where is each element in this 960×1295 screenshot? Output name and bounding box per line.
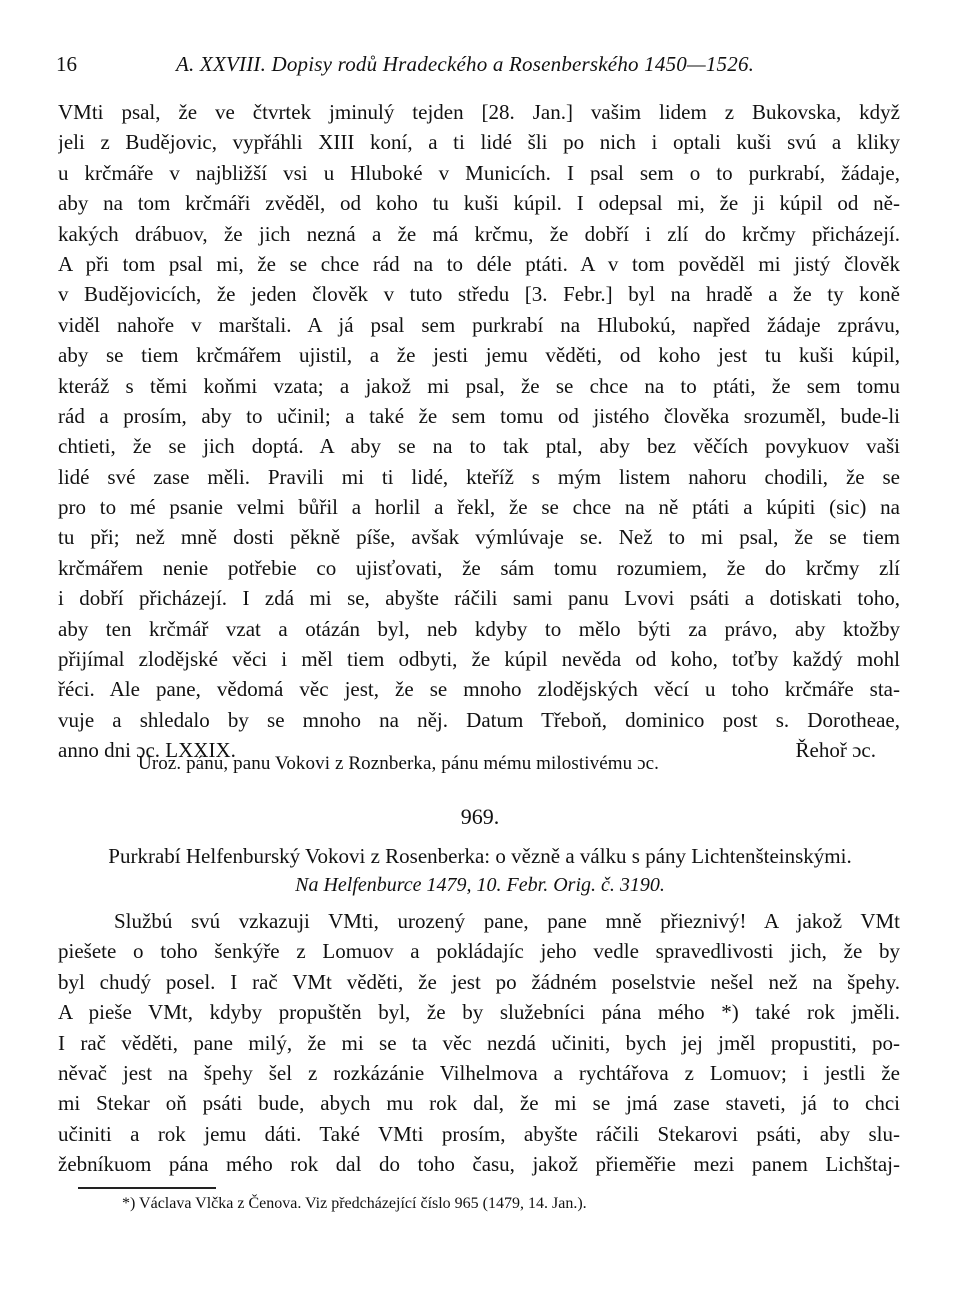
text-line: Službú svú vzkazuji VMti, urozený pane, pane mně přieznivý! A jakož VMt (114, 909, 900, 933)
text-line: A při tom psal mi, že se chce rád na to déle ptáti. A v tom pověděl mi jistý člověk (58, 251, 900, 276)
letter-968-body (58, 97, 900, 766)
text-line: žebníkuom pána mého rok dal do toho času, jakož přieměřie mezi panem Lichštaj- (58, 1152, 900, 1177)
text-line: pro to mé psanie velmi bůřil a horlil a řekl, že se chce na ně ptáti a kúpiti (sic) na (58, 495, 900, 520)
footnote-divider (78, 1187, 216, 1189)
text-line: VMti psal, že ve čtvrtek jminulý tejden [28. Jan.] vašim lidem z Bukovska, když (58, 100, 900, 124)
text-line: vuje a shledalo by se mnoho na něj. Datum Třeboň, dominico post s. Dorotheae, (58, 707, 900, 732)
letter-address: Uroz. pánu, panu Vokovi z Roznberka, pánu mému milostivému ɔc. (138, 753, 660, 774)
text-line: v Budějovicích, že jeden člověk v tuto středu [3. Febr.] byl na hradě a že ty koně (58, 282, 900, 307)
letter-969-body (58, 906, 900, 1180)
text-line: A pieše VMt, kdyby propuštěn byl, že by služebníci pána mého *) také rok jměli. (58, 1000, 900, 1025)
text-line: něvač jest na špehy šel z rozkázánie Vilhelmova a rychtářova z Lomuov; i jestli že (58, 1060, 900, 1085)
text-line: rád a prosím, aby to učinil; a také že sem tomu od jistého člověka srozuměl, bude-li (58, 403, 900, 428)
running-title: A. XXVIII. Dopisy rodů Hradeckého a Rosenberského 1450—1526. (176, 52, 755, 76)
text-line: lidé své zase měli. Pravili mi ti lidé, kteříž s mým listem nahoru chodili, že se (58, 464, 900, 489)
footnote: *) Václava Vlčka z Čenova. Viz předcházející číslo 965 (1479, 14. Jan.). (122, 1195, 587, 1212)
document-title: Purkrabí Helfenburský Vokovi z Rosenberka: o vězně a válku s pány Lichtenšteinskými. (108, 844, 852, 868)
signature: Řehoř ɔc. (795, 738, 876, 763)
text-line: učiniti a rok jemu dáti. Také VMti prosím, abyšte ráčili Stekarovi psáti, aby slu- (58, 1121, 900, 1146)
text-line: piešete o toho šenkýře z Lomuov a pokládajíc jeho vedle spravedlivosti jich, že by (58, 939, 900, 964)
text-line: chtieti, že se jich doptá. A aby se na to tak ptal, aby bez věčích povykuov vaši (58, 434, 900, 459)
text-line: u krčmáře v najbližší vsi u Hluboké v Municích. I psal sem o to purkrabí, žádaje, (58, 160, 900, 185)
text-line: jeli z Budějovic, vypřáhli XIII koní, a ti lidé šli po nich i optali kuši svú a kliky (58, 130, 900, 155)
page-header (56, 52, 904, 82)
text-line: přijímal zlodějské věci i měl tiem odbyti, že kúpil nevěda od koho, toťby každý mohl (58, 647, 900, 672)
text-line: byl chudý posel. I rač VMt věděti, že jest po žádném poselstvie nešel než na špehy. (58, 969, 900, 994)
text-line: aby ten krčmář vzat a otázán byl, neb kdyby to mělo býti za právo, aby ktožby (58, 616, 900, 641)
text-line: i dobří přicházejí. I zdá mi se, abyšte ráčili sami panu Lvovi psáti a dotiskati toho, (58, 586, 900, 611)
text-line: aby se tiem krčmářem ujistil, a že jesti jemu věděti, od koho jest tu kuši kúpil, (58, 343, 900, 368)
text-line: mi Stekar oň psáti bude, abych mu rok dal, že mi se jmá zase staveti, já to chci (58, 1091, 900, 1116)
text-line: kakých drábuov, že jich nezná a že má krčmu, že dobří i zlí do krčmy přicházejí. (58, 221, 900, 246)
text-line: kteráž s těmi koňmi vzata; a jakož mi psal, že se chce na to ptáti, že sem tomu (58, 373, 900, 398)
document-source: Na Helfenburce 1479, 10. Febr. Orig. č. 3190. (295, 874, 665, 896)
text-line: krčmářem nenie potřebie co ujisťovati, že sám tomu rozumiem, že do krčmy zlí (58, 555, 900, 580)
date-line: anno dni ɔc. LXXIX. (58, 738, 236, 763)
text-line: tu při; než mně dosti pěkně píše, avšak výmlúvaje se. Než to mi psal, že se tiem (58, 525, 900, 550)
text-line: řéci. Ale pane, vědomá věc jest, že se mnoho zlodějských věcí u toho krčmáře sta- (58, 677, 900, 702)
text-line: I rač věděti, pane milý, že mi se ta věc nezdá učiniti, bych jej jměl propustiti, po- (58, 1030, 900, 1055)
page-number: 16 (56, 52, 77, 76)
text-line: aby na tom krčmáři zvěděl, od koho tu kuši kúpil. I odepsal mi, že ji kúpil od ně- (58, 191, 900, 216)
document-number: 969. (460, 804, 500, 829)
text-line: viděl nahoře v marštali. A já psal sem purkrabí na Hlubokú, napřed žádaje zprávu, (58, 312, 900, 337)
